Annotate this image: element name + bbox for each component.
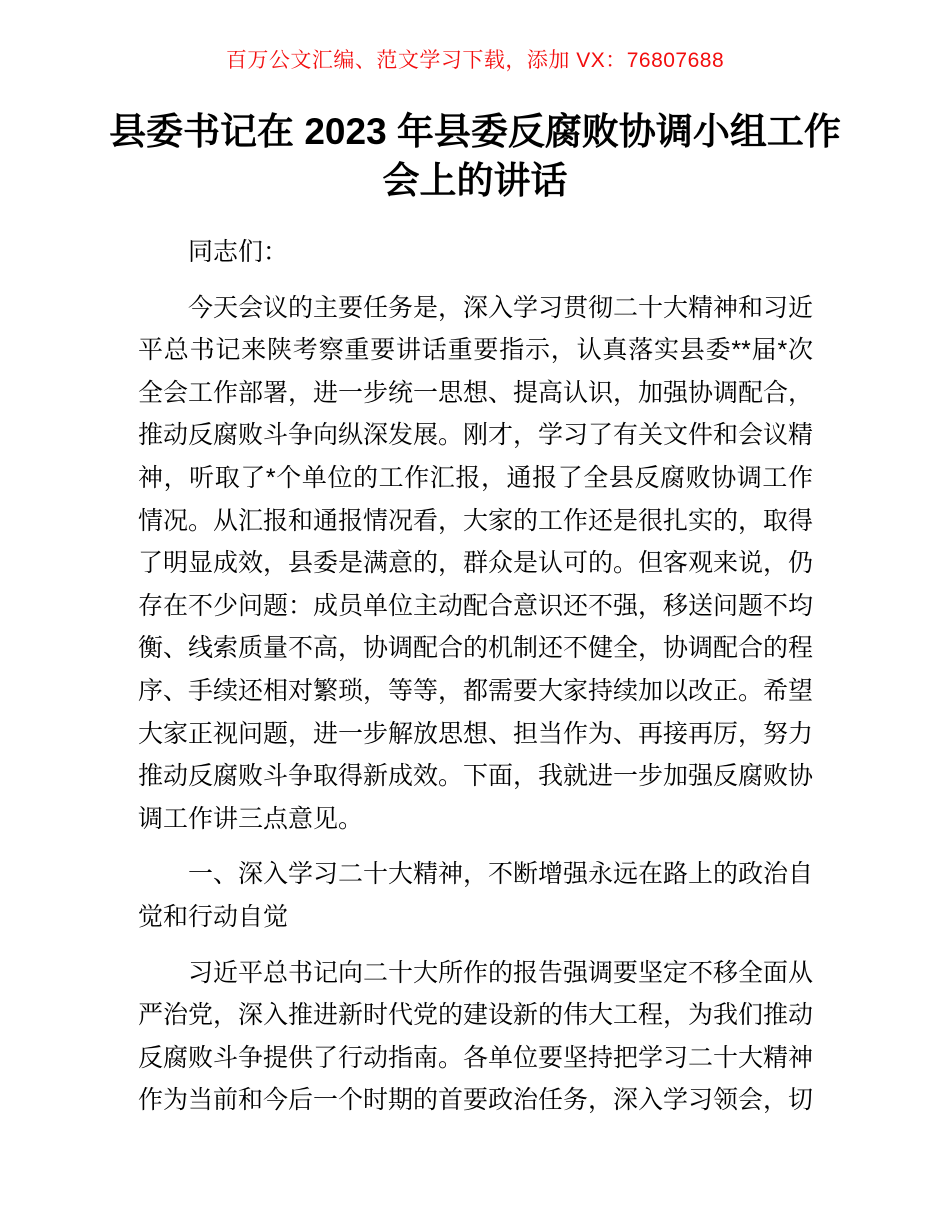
salutation: 同志们： bbox=[188, 238, 289, 266]
promo-banner: 百万公文汇编、范文学习下载，添加 VX：76807688 bbox=[225, 49, 725, 72]
paragraph-meeting-tasks: 今天会议的主要任务是，深入学习贯彻二十大精神和习近平总书记来陕考察重要讲话重要指示，认真落实县委**届*次全会工作部署，进一步统一思想、提高认识，加强协调配合，推动反腐败斗争向纵深发展。刚才，学习了有关文件和会议精神，听取了*个单位的工作汇报，通报了全县反腐败协调工作情况。从汇报和通报情况看，大家的工作还是很扎实的，取得了明显成效，县委是满意的，群众是认可的。但客观来说，仍存在不少问题：成员单位主动配合意识还不强，移送问题不均衡、线索质量不高，协调配合的机制还不健全，协调配合的程序、手续还相对繁琐，等等，都需要大家持续加以改正。希望大家正视问题，进一步解放思想、担当作为、再接再厉，努力推动反腐败斗争取得新成效。下面，我就进一步加强反腐败协调工作讲三点意见。 bbox=[138, 293, 814, 833]
document-title: 县委书记在 2023 年县委反腐败协调小组工作会上的讲话 bbox=[109, 111, 841, 201]
paragraph-section-1-body: 习近平总书记向二十大所作的报告强调要坚定不移全面从严治党，深入推进新时代党的建设新的伟大工程，为我们推动反腐败斗争提供了行动指南。各单位要坚持把学习二十大精神作为当前和今后一个时期的首要政治任务，深入学习领会，切 bbox=[138, 958, 814, 1115]
section-heading-1: 一、深入学习二十大精神，不断增强永远在路上的政治自觉和行动自觉 bbox=[138, 860, 814, 931]
document-body bbox=[138, 231, 813, 1122]
